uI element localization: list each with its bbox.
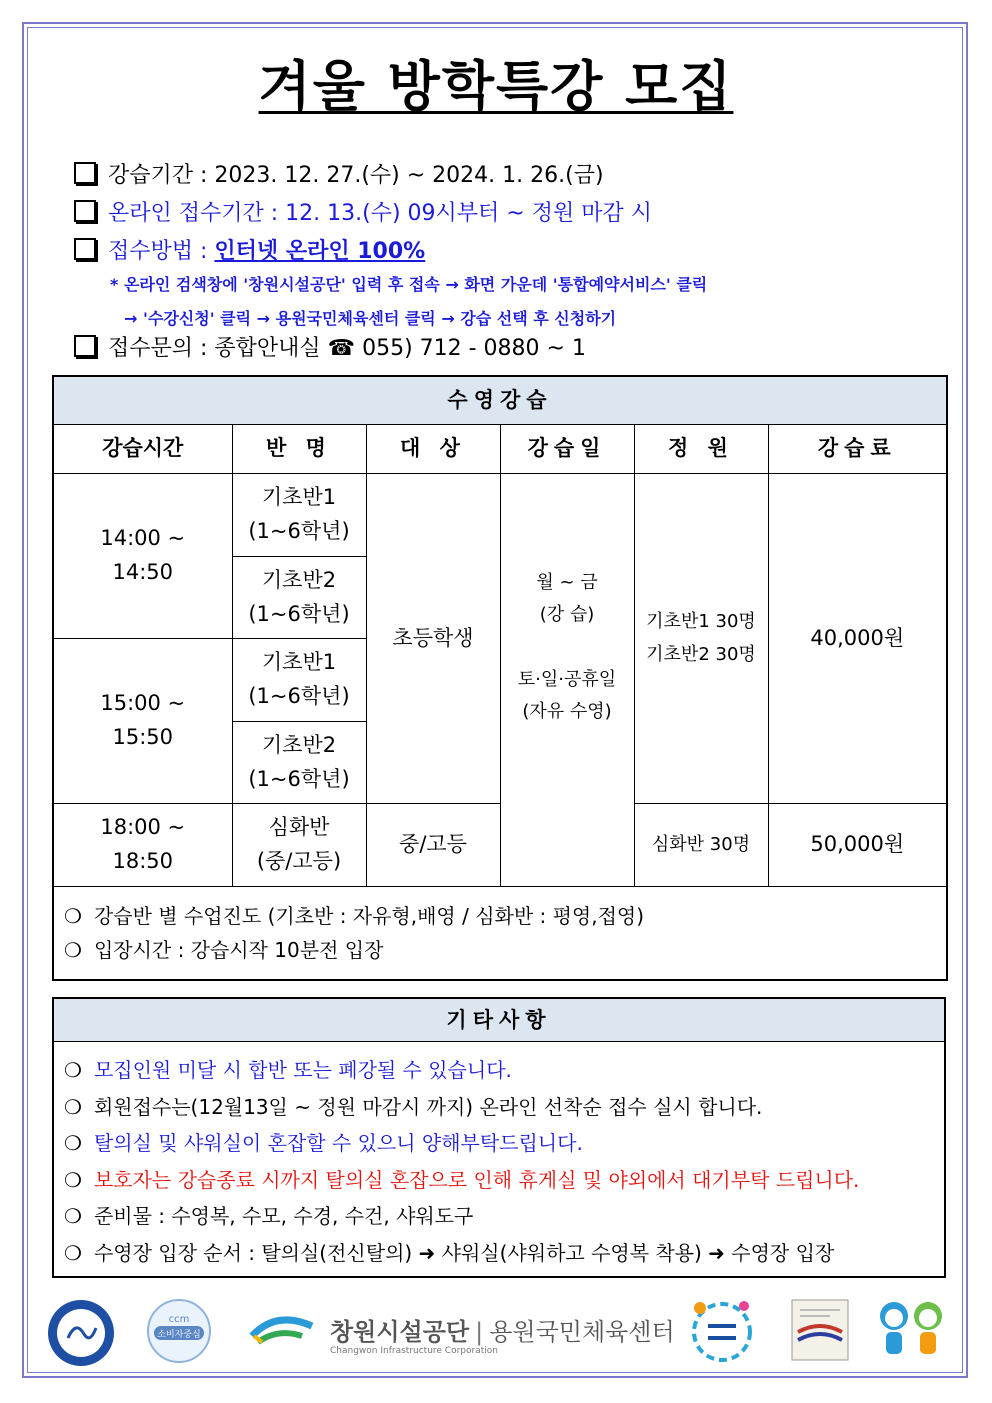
misc-item: ❍ 보호자는 강습종료 시까지 탈의실 혼잡으로 인해 휴게실 및 야외에서 대기부탁 드립니다. <box>64 1167 860 1192</box>
swim-note-item: ❍ 입장시간 : 강습시작 10분전 입장 <box>64 938 384 962</box>
checkbox-square-icon <box>74 200 96 222</box>
misc-item: ❍ 모집인원 미달 시 합반 또는 폐강될 수 있습니다. <box>64 1058 512 1082</box>
misc-list <box>54 1042 944 1271</box>
corp-english-name: Changwon Infrastructure Corporation <box>330 1346 498 1356</box>
swim-notes <box>53 887 947 981</box>
col-header-time: 강습시간 <box>53 425 232 474</box>
info-online-period: 온라인 접수기간 : 12. 13.(수) 09시부터 ~ 정원 마감 시 <box>74 196 652 227</box>
capacity-basic: 기초반1 30명 기초반2 30명 <box>634 474 768 804</box>
swim-table-heading: 수영강습 <box>53 376 947 425</box>
method-value: 인터넷 온라인 100% <box>214 239 426 264</box>
info-period: 강습기간 : 2023. 12. 27.(수) ~ 2024. 1. 26.(금) <box>74 158 604 189</box>
svg-text:ccm: ccm <box>168 1314 190 1325</box>
col-header-fee: 강습료 <box>768 425 947 474</box>
target-elementary: 초등학생 <box>366 474 500 804</box>
time-slot-1: 14:00 ~ 14:50 <box>53 474 232 639</box>
col-header-days: 강습일 <box>500 425 634 474</box>
col-header-target: 대 상 <box>366 425 500 474</box>
ccm-logo-icon <box>146 1298 212 1364</box>
class-advanced: 심화반 (중/고등) <box>232 804 366 887</box>
circle-bullet-icon: ❍ <box>64 1094 82 1119</box>
info-note-line2: → '수강신청' 클릭 → 용원국민체육센터 클릭 → 강습 선택 후 신청하기 <box>124 309 617 328</box>
misc-notice-box <box>52 997 946 1278</box>
circle-bullet-icon: ❍ <box>64 938 82 962</box>
class-basic2: 기초반2 (1~6학년) <box>232 557 366 639</box>
class-basic1: 기초반1 (1~6학년) <box>232 639 366 722</box>
circle-bullet-icon: ❍ <box>64 1131 82 1155</box>
certificate-badge-icon <box>790 1298 850 1362</box>
info-method: 접수방법 : 인터넷 온라인 100% <box>74 234 425 265</box>
corp-name-logo: 창원시설공단 | 용원국민체육센터 <box>330 1318 675 1346</box>
circle-bullet-icon: ❍ <box>64 1058 82 1082</box>
ccm-label: 소비자중심 <box>157 1330 201 1340</box>
fee-advanced: 50,000원 <box>768 804 947 887</box>
col-header-class: 반 명 <box>232 425 366 474</box>
circle-bullet-icon: ❍ <box>64 1204 82 1228</box>
class-basic1: 기초반1 (1~6학년) <box>232 474 366 557</box>
time-slot-2: 15:00 ~ 15:50 <box>53 639 232 804</box>
circle-bullet-icon: ❍ <box>64 1167 82 1192</box>
lesson-days: 월 ~ 금 (강 습) 토·일·공휴일 (자유 수영) <box>500 474 634 887</box>
info-note-line1: * 온라인 검색창에 '창원시설공단' 입력 후 접속 → 화면 가운데 '통합예약서비스' 클릭 <box>110 275 708 294</box>
class-basic2: 기초반2 (1~6학년) <box>232 722 366 804</box>
corp-emblem-icon <box>248 1308 318 1364</box>
checkbox-square-icon <box>74 162 96 184</box>
fee-basic: 40,000원 <box>768 474 947 804</box>
checkbox-square-icon <box>74 238 96 260</box>
capacity-advanced: 심화반 30명 <box>634 804 768 887</box>
misc-heading: 기타사항 <box>54 999 944 1042</box>
info-inquiry: 접수문의 : 종합안내실 ☎ 055) 712 - 0880 ~ 1 <box>74 331 586 362</box>
misc-item: ❍ 탈의실 및 샤워실이 혼잡할 수 있으니 양해부탁드립니다. <box>64 1131 583 1155</box>
misc-item: ❍ 수영장 입장 순서 : 탈의실(전신탈의) ➜ 샤워실(샤워하고 수영복 착용) ➜ 수영장 입장 <box>64 1240 835 1265</box>
swim-note-item: ❍ 강습반 별 수업진도 (기초반 : 자유형,배영 / 심화반 : 평영,접영) <box>64 904 645 928</box>
mascot-characters-icon <box>874 1296 950 1364</box>
slogan-badge-icon <box>686 1296 760 1366</box>
misc-item: ❍ 회원접수는(12월13일 ~ 정원 마감시 까지) 온라인 선착순 접수 실시 합니다. <box>64 1094 763 1119</box>
time-slot-3: 18:00 ~ 18:50 <box>53 804 232 887</box>
phone-icon: ☎ <box>327 336 356 361</box>
footer-logos <box>0 1290 992 1370</box>
page-title: 겨울 방학특강 모집 <box>258 55 734 118</box>
circle-bullet-icon: ❍ <box>64 904 82 928</box>
swim-schedule-table <box>52 375 948 981</box>
col-header-capacity: 정 원 <box>634 425 768 474</box>
checkbox-square-icon <box>74 335 96 357</box>
target-middle-high: 중/고등 <box>366 804 500 887</box>
misc-item: ❍ 준비물 : 수영복, 수모, 수경, 수건, 샤워도구 <box>64 1204 474 1228</box>
human-rights-logo-icon <box>46 1298 116 1368</box>
circle-bullet-icon: ❍ <box>64 1240 82 1265</box>
